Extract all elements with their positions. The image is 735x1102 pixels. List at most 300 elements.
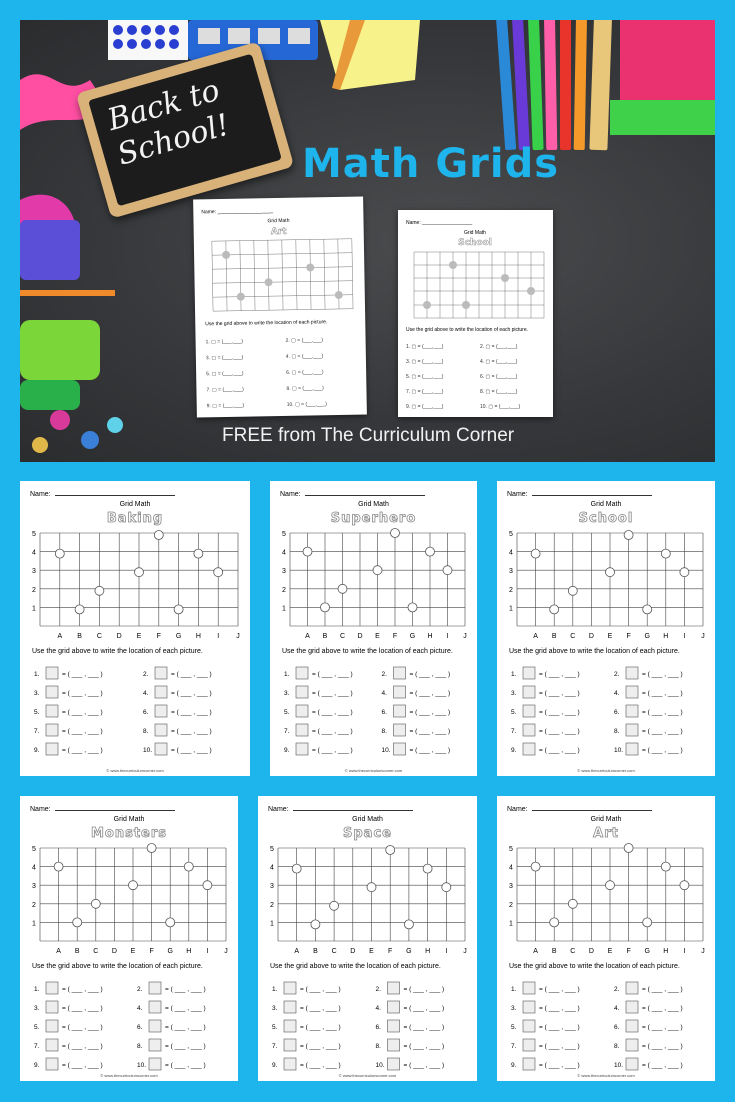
answer-blank: = ( ___ , ___ ): [171, 690, 212, 697]
item-picture: [296, 743, 308, 755]
picture-icon: [443, 566, 452, 575]
picture-icon: [321, 603, 330, 612]
answer-blank: = ( ___ , ___ ): [312, 709, 353, 716]
y-axis-label: 3: [282, 568, 286, 576]
picture-icon: [606, 568, 615, 577]
svg-text:3. ▢ = (___,___): 3. ▢ = (___,___): [406, 359, 444, 365]
x-axis-label: F: [149, 948, 154, 955]
x-axis-label: B: [322, 633, 328, 640]
answer-blank: = ( ___ , ___ ): [62, 986, 103, 993]
answer-blank: = ( ___ , ___ ): [171, 671, 212, 678]
picture-icon: [330, 901, 339, 910]
answer-blank: = ( ___ , ___ ): [539, 986, 580, 993]
item-number: 7.: [272, 1043, 278, 1050]
name-label: Name:: [507, 491, 528, 498]
picture-icon: [95, 586, 104, 595]
item-number: 4.: [137, 1005, 143, 1012]
x-axis-label: E: [607, 948, 613, 955]
worksheet-footer: © www.thecurriculumcorner.com: [338, 1073, 397, 1078]
x-axis-label: B: [313, 948, 318, 955]
answer-blank: = ( ___ , ___ ): [403, 986, 445, 993]
preview-worksheet-art: [193, 197, 367, 418]
picture-icon: [73, 918, 82, 927]
picture-icon: [154, 531, 163, 540]
item-number: 10.: [375, 1062, 385, 1069]
item-picture: [46, 1039, 58, 1051]
x-axis-label: C: [93, 948, 99, 955]
y-axis-label: 2: [270, 901, 274, 909]
item-picture: [388, 1020, 400, 1032]
x-axis-label: B: [77, 633, 82, 640]
item-number: 1.: [34, 671, 40, 678]
answer-blank: = ( ___ , ___ ): [165, 1005, 206, 1012]
picture-icon: [404, 920, 413, 929]
x-axis-label: B: [74, 948, 80, 955]
answer-blank: = ( ___ , ___ ): [62, 1043, 103, 1050]
x-axis-label: H: [186, 948, 192, 955]
picture-icon: [680, 568, 689, 577]
item-number: 3.: [34, 690, 40, 697]
item-number: 2.: [375, 986, 381, 993]
item-number: 5.: [511, 1024, 517, 1031]
y-axis-label: 4: [509, 864, 513, 872]
picture-icon: [174, 605, 183, 614]
item-number: 7.: [34, 728, 40, 735]
item-number: 9.: [272, 1062, 278, 1069]
answer-blank: = ( ___ , ___ ): [642, 728, 683, 735]
y-axis-label: 3: [509, 568, 513, 576]
name-label: Name:: [30, 491, 51, 498]
y-axis-label: 4: [32, 864, 36, 872]
answer-blank: = ( ___ , ___ ): [642, 1062, 683, 1069]
item-picture: [46, 743, 58, 755]
item-picture: [626, 743, 638, 755]
item-picture: [46, 686, 58, 698]
picture-icon: [135, 568, 144, 577]
x-axis-label: G: [644, 633, 650, 640]
svg-text:8. ▢ = (___,___): 8. ▢ = (___,___): [286, 385, 324, 392]
item-picture: [149, 1020, 161, 1032]
y-axis-label: 5: [32, 531, 36, 538]
x-axis-label: J: [224, 948, 228, 955]
item-picture: [284, 1039, 296, 1051]
item-picture: [626, 1039, 638, 1051]
x-axis-label: E: [607, 633, 613, 640]
item-number: 3.: [272, 1005, 278, 1012]
x-axis-label: D: [111, 948, 117, 955]
coordinate-grid: [20, 481, 250, 776]
answer-blank: = ( ___ , ___ ): [539, 671, 580, 678]
x-axis-label: C: [96, 633, 102, 640]
svg-text:9. ▢ = (___,___): 9. ▢ = (___,___): [406, 404, 444, 410]
item-number: 7.: [511, 1043, 517, 1050]
item-number: 9.: [34, 1062, 40, 1069]
answer-blank: = ( ___ , ___ ): [62, 1005, 103, 1012]
item-number: 4.: [375, 1005, 381, 1012]
y-axis-label: 4: [509, 549, 513, 557]
answer-blank: = ( ___ , ___ ): [171, 728, 212, 735]
name-label: Name:: [280, 491, 301, 498]
svg-text:2. ▢ = (___,___): 2. ▢ = (___,___): [285, 337, 324, 344]
y-axis-label: 1: [509, 920, 513, 928]
answer-blank: = ( ___ , ___ ): [642, 1043, 683, 1050]
y-axis-label: 5: [270, 846, 274, 853]
y-axis-label: 1: [509, 605, 513, 613]
worksheet-card: [497, 481, 715, 776]
item-picture: [626, 686, 638, 698]
item-picture: [284, 1020, 296, 1032]
item-picture: [523, 1039, 535, 1051]
worksheet-instruction: Use the grid above to write the location of each picture.: [282, 648, 453, 655]
y-axis-label: 3: [32, 883, 36, 891]
x-axis-label: H: [663, 948, 669, 955]
item-picture: [155, 686, 167, 698]
item-picture: [149, 1039, 161, 1051]
answer-blank: = ( ___ , ___ ): [539, 690, 580, 697]
x-axis-label: I: [206, 948, 209, 955]
y-axis-label: 2: [32, 586, 36, 594]
x-axis-label: H: [195, 633, 201, 640]
item-number: 8.: [614, 1043, 620, 1050]
y-axis-label: 1: [270, 920, 274, 928]
item-number: 4.: [614, 690, 620, 697]
preview-worksheet-school: [398, 210, 553, 417]
answer-blank: = ( ___ , ___ ): [403, 1005, 445, 1012]
answer-blank: = ( ___ , ___ ): [642, 1024, 683, 1031]
item-picture: [46, 1020, 58, 1032]
picture-icon: [568, 899, 577, 908]
item-number: 6.: [137, 1024, 143, 1031]
worksheet-instruction: Use the grid above to write the location of each picture.: [509, 963, 680, 970]
x-axis-label: I: [446, 633, 449, 640]
picture-icon: [568, 586, 577, 595]
x-axis-label: J: [236, 633, 240, 640]
x-axis-label: I: [683, 633, 686, 640]
x-axis-label: H: [427, 633, 433, 640]
x-axis-label: A: [533, 948, 538, 955]
item-picture: [149, 1001, 161, 1013]
y-axis-label: 3: [509, 883, 513, 891]
item-picture: [296, 705, 308, 717]
item-number: 4.: [381, 690, 387, 697]
worksheet-subtitle: Grid Math: [590, 816, 622, 823]
item-picture: [284, 982, 296, 994]
coordinate-grid: [20, 796, 238, 1081]
item-picture: [388, 1058, 400, 1070]
svg-text:5. ▢ = (___,___): 5. ▢ = (___,___): [206, 370, 244, 378]
worksheet-footer: © www.thecurriculumcorner.com: [100, 1073, 158, 1078]
answer-blank: = ( ___ , ___ ): [62, 1062, 103, 1069]
item-picture: [149, 982, 161, 994]
item-number: 5.: [34, 1024, 40, 1031]
x-axis-label: G: [175, 633, 182, 640]
answer-blank: = ( ___ , ___ ): [409, 709, 451, 716]
item-picture: [523, 1001, 535, 1013]
preview-art-topic: Art: [270, 226, 287, 238]
item-number: 8.: [381, 728, 387, 735]
y-axis-label: 2: [282, 586, 286, 594]
answer-blank: = ( ___ , ___ ): [165, 986, 206, 993]
picture-icon: [166, 918, 175, 927]
name-label: Name:: [268, 806, 289, 813]
picture-icon: [184, 862, 193, 871]
worksheet-topic: Baking: [106, 511, 164, 526]
svg-text:5. ▢ = (___,___): 5. ▢ = (___,___): [406, 374, 444, 380]
item-picture: [523, 982, 535, 994]
svg-text:Use the grid above to write th: Use the grid above to write the location of each picture.: [205, 319, 328, 328]
worksheet-card: [20, 796, 238, 1081]
item-number: 10.: [381, 747, 391, 754]
item-picture: [46, 1058, 58, 1070]
answer-blank: = ( ___ , ___ ): [300, 1005, 341, 1012]
item-number: 2.: [137, 986, 143, 993]
item-number: 6.: [375, 1024, 381, 1031]
svg-text:8. ▢ = (___,___): 8. ▢ = (___,___): [480, 389, 518, 395]
x-axis-label: H: [425, 948, 431, 955]
svg-text:Name: ____________________: Name: ____________________: [201, 208, 274, 216]
item-picture: [523, 686, 535, 698]
x-axis-label: J: [463, 633, 467, 640]
item-number: 6.: [381, 709, 387, 716]
item-picture: [394, 743, 406, 755]
x-axis-label: E: [136, 633, 142, 640]
x-axis-label: F: [156, 633, 161, 640]
y-axis-label: 4: [32, 549, 36, 557]
x-axis-label: E: [130, 948, 136, 955]
picture-icon: [311, 920, 320, 929]
answer-blank: = ( ___ , ___ ): [403, 1024, 445, 1031]
answer-blank: = ( ___ , ___ ): [403, 1043, 445, 1050]
item-picture: [388, 1039, 400, 1051]
name-label: Name:: [507, 806, 528, 813]
item-number: 7.: [284, 728, 290, 735]
item-number: 3.: [511, 690, 517, 697]
svg-text:9. ▢ = (___,___): 9. ▢ = (___,___): [206, 402, 245, 410]
item-number: 8.: [143, 728, 149, 735]
item-picture: [626, 705, 638, 717]
x-axis-label: D: [350, 948, 356, 955]
answer-blank: = ( ___ , ___ ): [539, 709, 580, 716]
x-axis-label: D: [588, 948, 594, 955]
answer-blank: = ( ___ , ___ ): [642, 1005, 683, 1012]
item-picture: [46, 705, 58, 717]
svg-text:Use the grid above to write th: Use the grid above to write the location of each picture.: [406, 327, 529, 333]
pencil-red: [560, 20, 571, 150]
svg-text:10. ▢ = (___,___): 10. ▢ = (___,___): [480, 404, 521, 410]
pencil-pink: [544, 20, 558, 150]
item-number: 3.: [34, 1005, 40, 1012]
answer-blank: = ( ___ , ___ ): [409, 728, 451, 735]
y-axis-label: 5: [32, 846, 36, 853]
item-picture: [523, 1058, 535, 1070]
worksheet-footer: © www.thecurriculumcorner.com: [577, 1073, 635, 1078]
worksheet-topic: School: [578, 511, 634, 526]
picture-icon: [373, 566, 382, 575]
picture-icon: [624, 844, 633, 853]
item-picture: [626, 667, 638, 679]
x-axis-label: E: [375, 633, 380, 640]
worksheet-footer: © www.thecurriculumcorner.com: [344, 768, 403, 773]
item-picture: [394, 667, 406, 679]
item-number: 4.: [614, 1005, 620, 1012]
item-picture: [394, 705, 406, 717]
item-number: 1.: [34, 986, 40, 993]
picture-icon: [91, 899, 100, 908]
worksheet-card: [270, 481, 477, 776]
x-axis-label: G: [644, 948, 650, 955]
y-axis-label: 4: [282, 549, 286, 557]
x-axis-label: I: [683, 948, 686, 955]
coordinate-grid: [497, 481, 715, 776]
worksheet-card: [258, 796, 477, 1081]
answer-blank: = ( ___ , ___ ): [539, 1062, 580, 1069]
preview-school-topic: School: [458, 238, 492, 248]
coordinate-grid: [258, 796, 477, 1081]
item-number: 9.: [34, 747, 40, 754]
x-axis-label: B: [551, 633, 557, 640]
item-number: 1.: [272, 986, 278, 993]
worksheet-topic: Monsters: [90, 826, 168, 841]
picture-icon: [643, 918, 652, 927]
x-axis-label: F: [626, 633, 631, 640]
picture-icon: [129, 881, 138, 890]
picture-icon: [194, 549, 203, 558]
coordinate-grid: [270, 481, 477, 776]
x-axis-label: B: [551, 948, 557, 955]
item-picture: [394, 724, 406, 736]
x-axis-label: J: [463, 948, 467, 955]
answer-blank: = ( ___ , ___ ): [539, 1024, 580, 1031]
item-picture: [388, 1001, 400, 1013]
worksheet-instruction: Use the grid above to write the location of each picture.: [270, 963, 441, 970]
svg-text:1. ▢ = (___,___): 1. ▢ = (___,___): [406, 344, 444, 350]
item-picture: [284, 1001, 296, 1013]
x-axis-label: C: [570, 948, 576, 955]
y-axis-label: 5: [509, 531, 513, 538]
worksheet-topic: Art: [593, 826, 619, 841]
item-picture: [284, 1058, 296, 1070]
answer-blank: = ( ___ , ___ ): [312, 728, 353, 735]
svg-text:Name: __________________: Name: __________________: [406, 220, 473, 226]
worksheet-subtitle: Grid Math: [358, 501, 389, 508]
y-axis-label: 5: [282, 531, 286, 538]
x-axis-label: A: [56, 948, 61, 955]
x-axis-label: D: [116, 633, 122, 640]
coordinate-grid: [497, 796, 715, 1081]
x-axis-label: F: [392, 633, 398, 640]
y-axis-label: 3: [270, 883, 274, 891]
answer-blank: = ( ___ , ___ ): [300, 1024, 341, 1031]
worksheet-card: [20, 481, 250, 776]
picture-icon: [75, 605, 84, 614]
picture-icon: [338, 584, 347, 593]
item-picture: [155, 724, 167, 736]
y-axis-label: 2: [509, 901, 513, 909]
answer-blank: = ( ___ , ___ ): [171, 747, 212, 754]
item-number: 3.: [511, 1005, 517, 1012]
picture-icon: [550, 605, 559, 614]
item-number: 6.: [614, 709, 620, 716]
item-picture: [155, 667, 167, 679]
worksheet-topic: Space: [343, 826, 392, 841]
picture-icon: [550, 918, 559, 927]
item-picture: [523, 724, 535, 736]
picture-icon: [426, 547, 435, 556]
answer-blank: = ( ___ , ___ ): [165, 1043, 206, 1050]
picture-icon: [203, 881, 212, 890]
answer-blank: = ( ___ , ___ ): [312, 747, 353, 754]
y-axis-label: 2: [32, 901, 36, 909]
item-picture: [626, 724, 638, 736]
x-axis-label: F: [626, 948, 631, 955]
item-number: 6.: [614, 1024, 620, 1031]
answer-blank: = ( ___ , ___ ): [62, 709, 103, 716]
answer-blank: = ( ___ , ___ ): [300, 1062, 341, 1069]
y-axis-label: 5: [509, 846, 513, 853]
answer-blank: = ( ___ , ___ ): [403, 1062, 445, 1069]
answer-blank: = ( ___ , ___ ): [642, 709, 683, 716]
answer-blank: = ( ___ , ___ ): [165, 1024, 206, 1031]
item-number: 8.: [375, 1043, 381, 1050]
worksheet-footer: © www.thecurriculumcorner.com: [577, 768, 635, 773]
item-number: 2.: [614, 671, 620, 678]
x-axis-label: G: [167, 948, 173, 955]
answer-blank: = ( ___ , ___ ): [642, 690, 683, 697]
worksheet-topic: Superhero: [330, 511, 417, 526]
svg-text:Grid Math: Grid Math: [464, 230, 486, 236]
picture-icon: [442, 883, 451, 892]
x-axis-label: J: [701, 948, 705, 955]
svg-text:7. ▢ = (___,___): 7. ▢ = (___,___): [406, 389, 444, 395]
svg-text:2. ▢ = (___,___): 2. ▢ = (___,___): [480, 344, 518, 350]
answer-blank: = ( ___ , ___ ): [642, 747, 683, 754]
picture-icon: [531, 862, 540, 871]
x-axis-label: D: [588, 633, 594, 640]
worksheet-card: [497, 796, 715, 1081]
item-picture: [626, 1058, 638, 1070]
x-axis-label: A: [533, 633, 538, 640]
item-picture: [388, 982, 400, 994]
x-axis-label: C: [339, 633, 346, 640]
picture-icon: [643, 605, 652, 614]
svg-text:Grid Math: Grid Math: [267, 217, 290, 225]
worksheet-instruction: Use the grid above to write the location of each picture.: [32, 963, 203, 970]
answer-blank: = ( ___ , ___ ): [300, 986, 341, 993]
y-axis-label: 1: [32, 920, 36, 928]
hero-banner: [20, 20, 715, 462]
answer-blank: = ( ___ , ___ ): [165, 1062, 206, 1069]
item-number: 6.: [143, 709, 149, 716]
answer-blank: = ( ___ , ___ ): [312, 690, 353, 697]
svg-text:6. ▢ = (___,___): 6. ▢ = (___,___): [286, 369, 324, 376]
item-number: 9.: [284, 747, 290, 754]
picture-icon: [606, 881, 615, 890]
answer-blank: = ( ___ , ___ ): [62, 728, 103, 735]
x-axis-label: H: [663, 633, 669, 640]
picture-icon: [661, 549, 670, 558]
picture-icon: [214, 568, 223, 577]
item-picture: [155, 705, 167, 717]
item-picture: [626, 1020, 638, 1032]
picture-icon: [303, 547, 312, 556]
answer-blank: = ( ___ , ___ ): [539, 1043, 580, 1050]
item-number: 9.: [511, 747, 517, 754]
item-number: 5.: [272, 1024, 278, 1031]
answer-blank: = ( ___ , ___ ): [642, 671, 683, 678]
svg-text:7. ▢ = (___,___): 7. ▢ = (___,___): [206, 386, 244, 394]
item-number: 1.: [511, 986, 517, 993]
hero-caption: FREE from The Curriculum Corner: [222, 425, 515, 446]
